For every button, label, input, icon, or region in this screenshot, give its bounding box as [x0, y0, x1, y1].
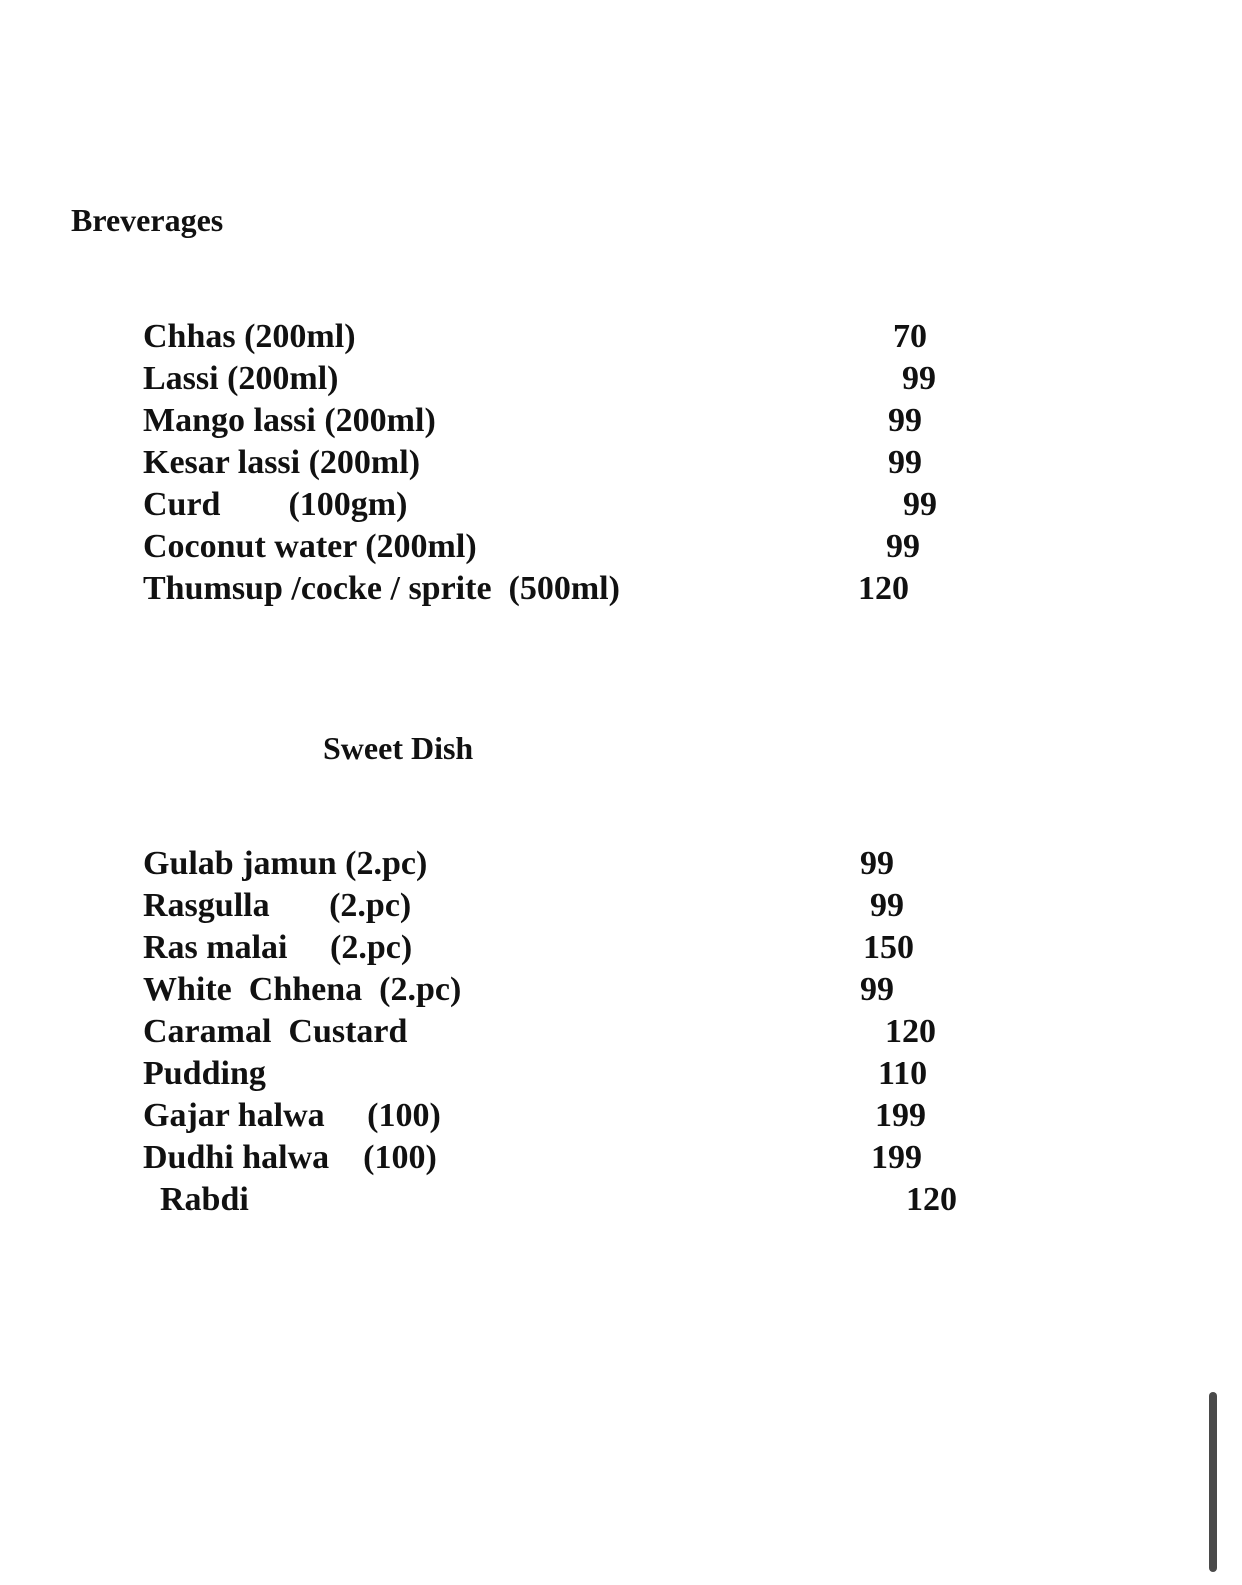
menu-item	[143, 442, 1242, 484]
item-price: 70	[893, 318, 927, 355]
item-name: Gajar halwa (100)	[143, 1097, 441, 1134]
menu-item	[143, 843, 1242, 885]
menu-item	[143, 1137, 1242, 1179]
item-name: Dudhi halwa (100)	[143, 1139, 437, 1176]
menu-item	[143, 1095, 1242, 1137]
item-name: Kesar lassi (200ml)	[143, 444, 421, 481]
vertical-scrollbar[interactable]	[1209, 1392, 1217, 1572]
item-name: Caramal Custard	[143, 1013, 408, 1050]
item-price: 150	[863, 929, 914, 966]
item-name: Ras malai (2.pc)	[143, 929, 413, 966]
item-name: Chhas (200ml)	[143, 318, 356, 355]
menu-item	[143, 568, 1242, 610]
menu-item	[143, 1011, 1242, 1053]
item-name: Pudding	[143, 1055, 266, 1092]
item-name: Coconut water (200ml)	[143, 528, 477, 565]
item-name: Lassi (200ml)	[143, 360, 339, 397]
item-price: 120	[858, 570, 909, 607]
item-price: 99	[888, 402, 922, 439]
item-name: White Chhena (2.pc)	[143, 971, 462, 1008]
menu-item	[143, 1179, 1242, 1221]
item-price: 120	[906, 1181, 957, 1218]
item-price: 99	[886, 528, 920, 565]
menu-item	[143, 358, 1242, 400]
item-price: 99	[860, 971, 894, 1008]
item-price: 99	[903, 486, 937, 523]
item-name: Thumsup /cocke / sprite (500ml)	[143, 570, 620, 607]
menu-item	[143, 927, 1242, 969]
item-name: Mango lassi (200ml)	[143, 402, 436, 439]
item-name: Gulab jamun (2.pc)	[143, 845, 428, 882]
item-name: Curd (100gm)	[143, 486, 408, 523]
menu-item	[143, 885, 1242, 927]
item-price: 99	[888, 444, 922, 481]
item-price: 199	[871, 1139, 922, 1176]
menu-item	[143, 1053, 1242, 1095]
item-price: 110	[878, 1055, 928, 1092]
item-price: 99	[870, 887, 904, 924]
menu-item	[143, 969, 1242, 1011]
item-price: 199	[875, 1097, 926, 1134]
menu-item	[143, 400, 1242, 442]
section-title-sweet-dish: Sweet Dish	[323, 730, 474, 766]
item-name: Rabdi	[143, 1181, 249, 1218]
menu-item	[143, 484, 1242, 526]
menu-item	[143, 526, 1242, 568]
item-name: Rasgulla (2.pc)	[143, 887, 412, 924]
item-price: 120	[885, 1013, 936, 1050]
menu-item	[143, 316, 1242, 358]
item-price: 99	[902, 360, 936, 397]
item-price: 99	[860, 845, 894, 882]
section-title-beverages: Breverages	[71, 202, 224, 238]
